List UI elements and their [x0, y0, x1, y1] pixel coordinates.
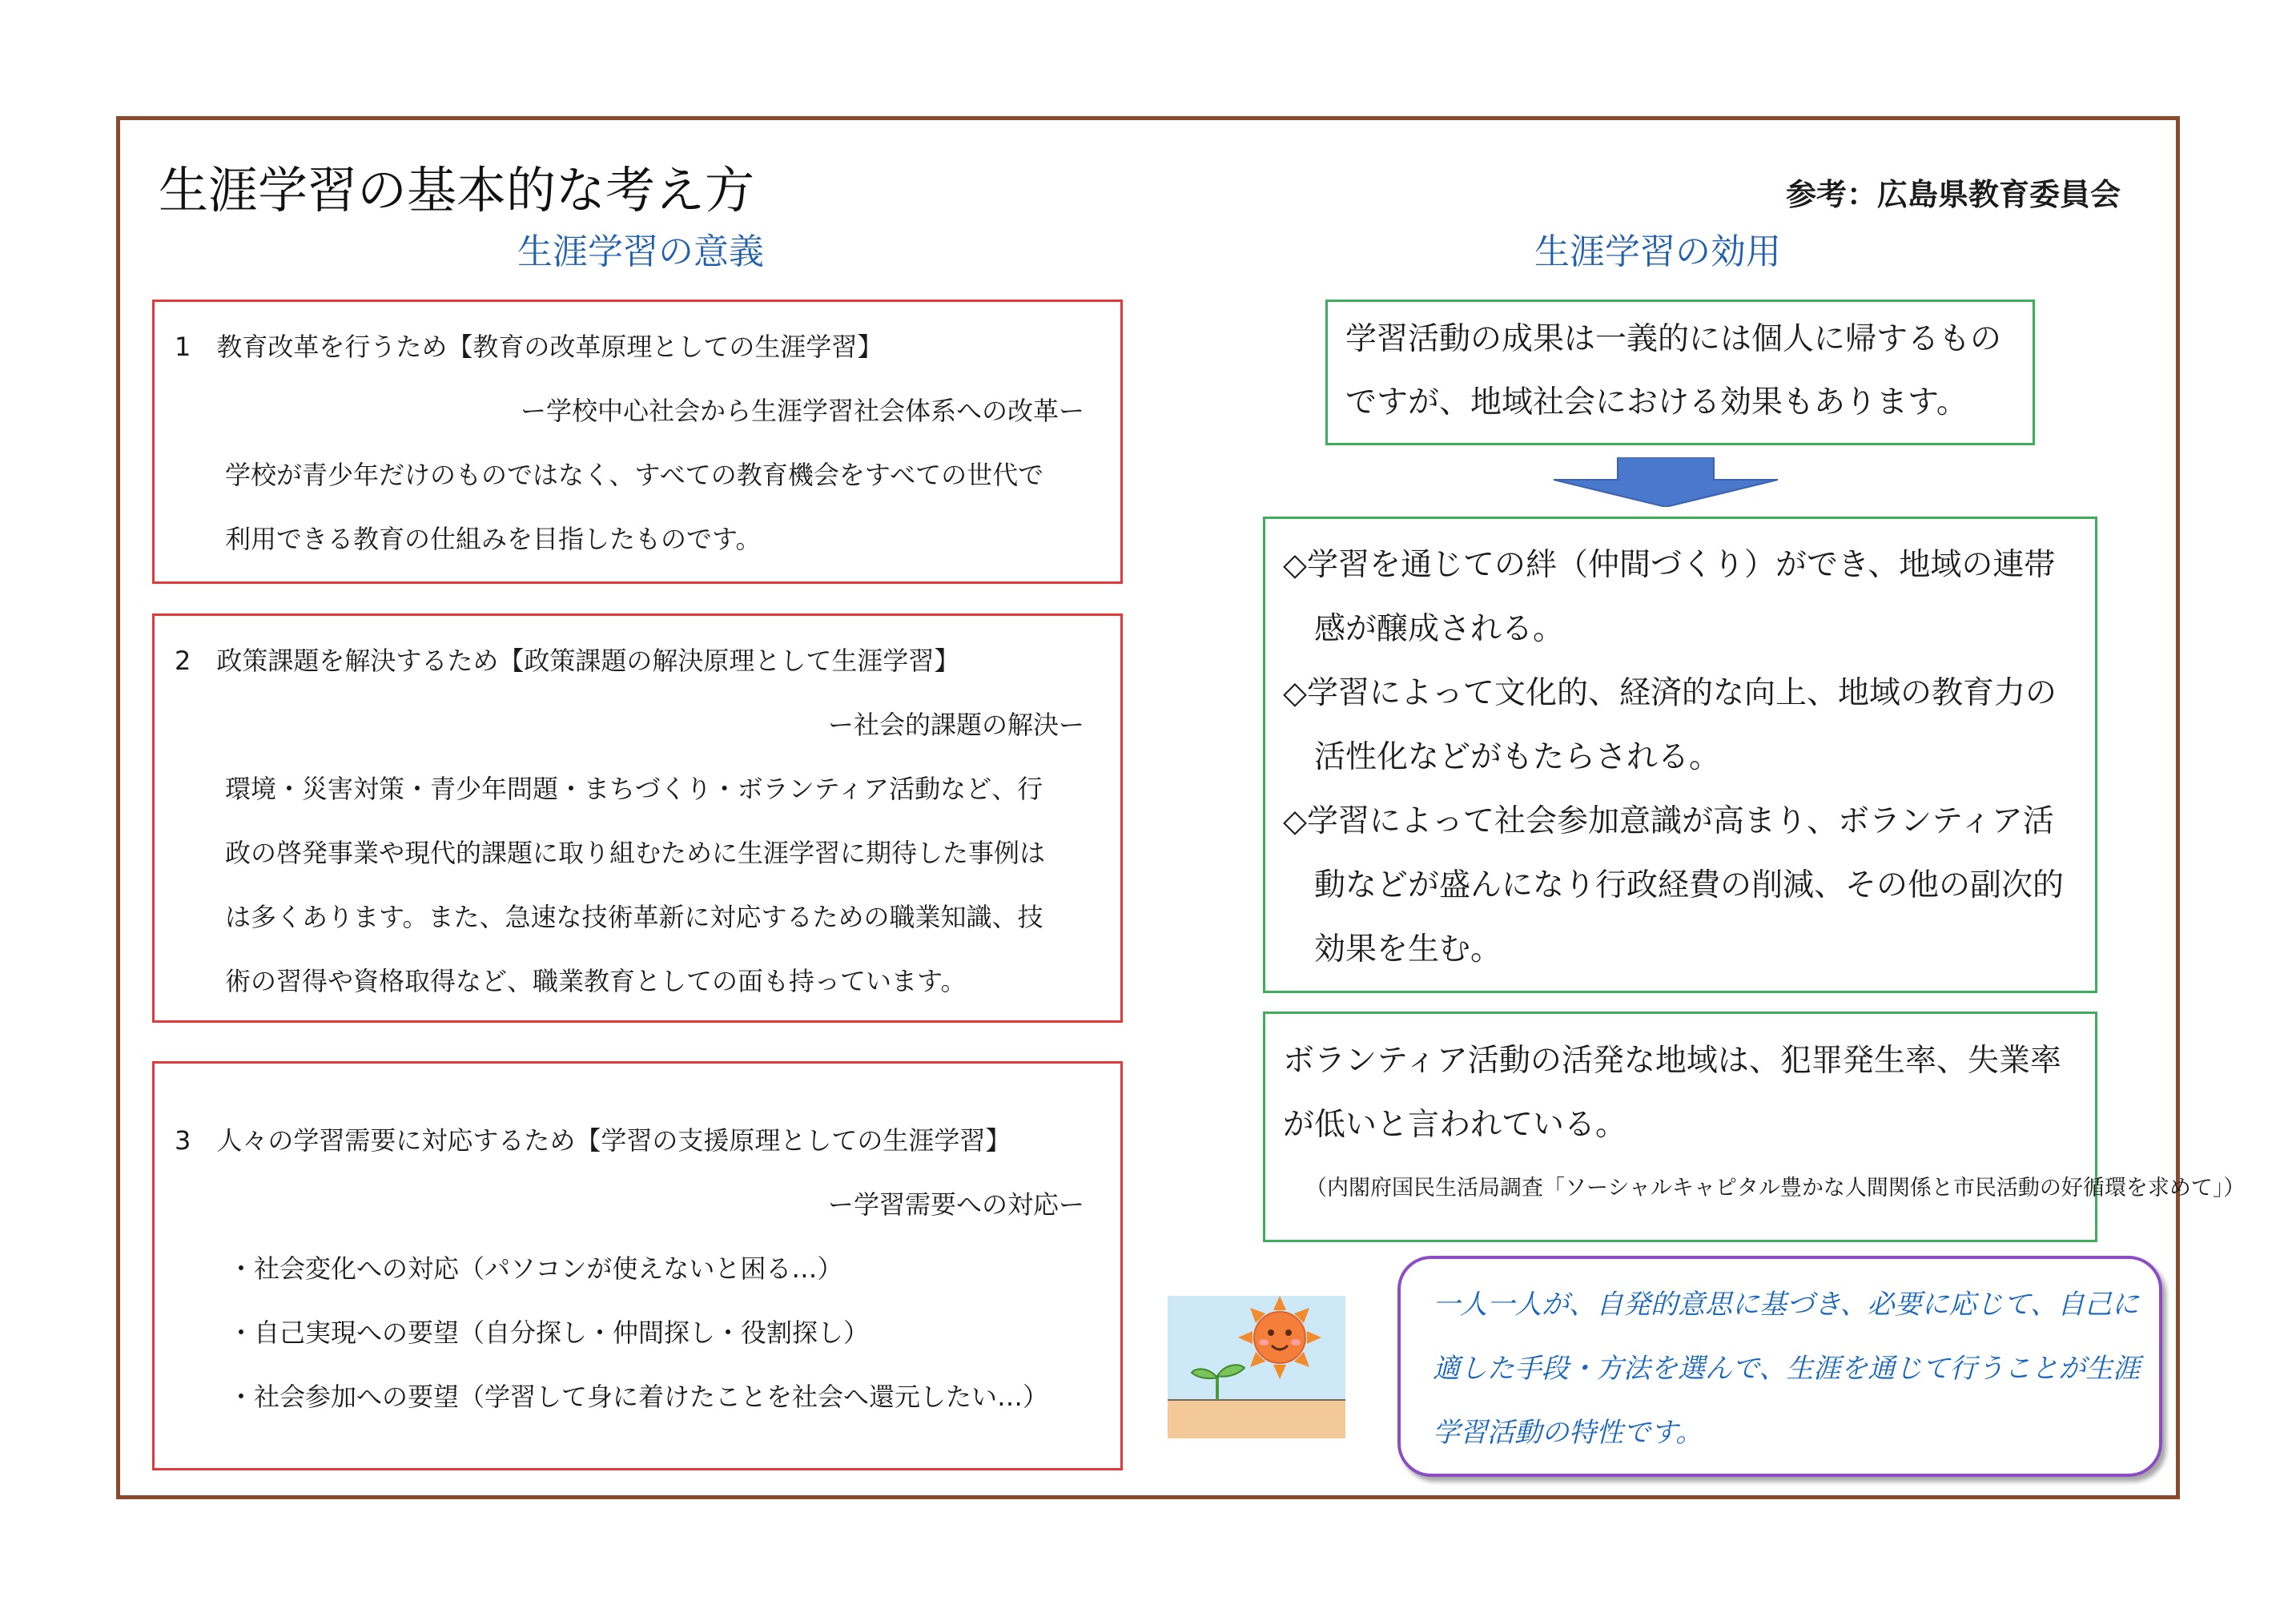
- effects-list-box: [1263, 517, 2097, 993]
- volunteer-effect-line: ボランティア活動の活発な地域は、犯罪発生率、失業率: [1283, 1043, 2061, 1079]
- box3-heading: 3 人々の学習需要に対応するため【学習の支援原理としての生涯学習】: [175, 1125, 1011, 1156]
- lifelong-learning-characteristic-box: [1397, 1256, 2162, 1477]
- significance-box-3: [152, 1061, 1123, 1470]
- characteristic-line: 適した手段・方法を選んで、生涯を通じて行うことが生涯: [1433, 1353, 2141, 1385]
- effect-summary-line: ですが、地域社会における効果もあります。: [1345, 384, 1968, 420]
- down-arrow-icon: [1554, 457, 1778, 507]
- effect-item: 動などが盛んになり行政経費の削減、その他の副次的: [1283, 867, 2065, 903]
- box2-line: 環境・災害対策・青少年問題・まちづくり・ボランティア活動など、行: [225, 774, 1043, 804]
- effect-summary-line: 学習活動の成果は一義的には個人に帰するもの: [1345, 321, 2002, 357]
- effect-item: ◇学習によって社会参加意識が高まり、ボランティア活: [1283, 803, 2054, 839]
- reference-note: 参考：広島県教育委員会: [1785, 177, 2121, 212]
- volunteer-effect-box: [1263, 1012, 2246, 1242]
- effect-item: 効果を生む。: [1283, 931, 1502, 967]
- significance-box-1: [152, 300, 1123, 584]
- box2-line: 術の習得や資格取得など、職業教育としての面も持っています。: [225, 966, 967, 996]
- survey-source-note: （内閣府国民生活局調査「ソーシャルキャピタル豊かな人間関係と市民活動の好循環を求めて」）: [1305, 1176, 2246, 1201]
- left-section-heading: 生涯学習の意義: [517, 231, 764, 272]
- box3-line: ・社会変化への対応（パソコンが使えないと困る…）: [228, 1253, 843, 1284]
- effect-item: 感が醸成される。: [1283, 611, 1565, 647]
- characteristic-line: 一人一人が、自発的意思に基づき、必要に応じて、自己に: [1433, 1289, 2139, 1321]
- box3-line: ・自己実現への要望（自分探し・仲間探し・役割探し）: [228, 1317, 870, 1348]
- box3-line: ・社会参加への要望（学習して身に着けたことを社会へ還元したい…）: [228, 1382, 1049, 1412]
- effect-item: 活性化などがもたらされる。: [1283, 739, 1721, 775]
- volunteer-effect-line: が低いと言われている。: [1283, 1107, 1627, 1143]
- box2-line: 政の啓発事業や現代的課題に取り組むために生涯学習に期待した事例は: [225, 838, 1046, 868]
- sun-and-sprout-icon: [1168, 1296, 1345, 1438]
- effect-item: ◇学習を通じての絆（仲間づくり）ができ、地域の連帯: [1283, 547, 2056, 583]
- box1-subtitle: ー学校中心社会から生涯学習社会体系への改革ー: [520, 396, 1084, 426]
- box2-subtitle: ー社会的課題の解決ー: [827, 710, 1084, 740]
- box2-line: は多くあります。また、急速な技術革新に対応するための職業知識、技: [225, 902, 1043, 932]
- page-title: 生涯学習の基本的な考え方: [159, 161, 755, 219]
- box1-line: 学校が青少年だけのものではなく、すべての教育機会をすべての世代で: [225, 460, 1044, 490]
- effect-item: ◇学習によって文化的、経済的な向上、地域の教育力の: [1283, 675, 2057, 711]
- box1-heading: 1 教育改革を行うため【教育の改革原理としての生涯学習】: [175, 332, 883, 362]
- box2-heading: 2 政策課題を解決するため【政策課題の解決原理として生涯学習】: [175, 646, 960, 676]
- characteristic-line: 学習活動の特性です。: [1433, 1417, 1703, 1449]
- effect-summary-box: [1325, 300, 2035, 445]
- right-section-heading: 生涯学習の効用: [1534, 231, 1781, 272]
- box1-line: 利用できる教育の仕組みを目指したものです。: [225, 524, 762, 554]
- box3-subtitle: ー学習需要への対応ー: [827, 1189, 1084, 1220]
- significance-box-2: [152, 613, 1123, 1023]
